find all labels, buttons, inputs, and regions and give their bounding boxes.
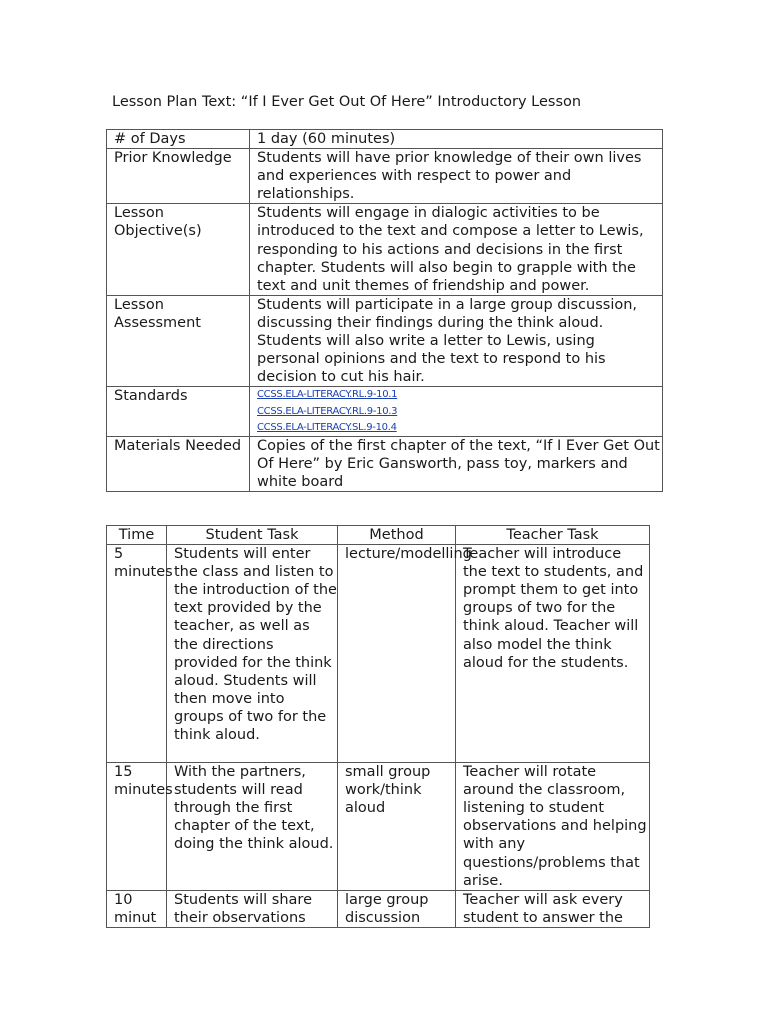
teacher-task-header: Teacher Task	[456, 526, 650, 545]
days-value: 1 day (60 minutes)	[250, 130, 663, 149]
standard-link-rl-1[interactable]: CCSS.ELA-LITERACY.RL.9-10.1	[257, 389, 398, 401]
method-header: Method	[338, 526, 456, 545]
student-task-cell: With the partners, students will read through the first chapter of the text, doing the think aloud.	[167, 763, 338, 891]
method-cell: small group work/think aloud	[338, 763, 456, 891]
time-header: Time	[107, 526, 167, 545]
materials-label: Materials Needed	[107, 437, 250, 492]
table-row	[107, 763, 650, 891]
prior-knowledge-label: Prior Knowledge	[107, 149, 250, 204]
page-title: Lesson Plan Text: “If I Ever Get Out Of Here” Introductory Lesson	[112, 94, 582, 110]
time-cell: 15 minutes	[107, 763, 167, 891]
standards-label: Standards	[107, 387, 250, 437]
teacher-task-cell: Teacher will ask every student to answer the	[456, 890, 650, 927]
table-row	[107, 545, 650, 763]
objective-value: Students will engage in dialogic activities to be introduced to the text and compose a letter to Lewis, responding to his actions and decisions in the first chapter. Students will also begin to grapple with the text and unit themes of friendship and power.	[250, 204, 663, 295]
prior-knowledge-row	[107, 149, 663, 204]
materials-row	[107, 437, 663, 492]
time-cell: 5 minutes	[107, 545, 167, 763]
objective-row	[107, 204, 663, 295]
method-cell: large group discussion	[338, 890, 456, 927]
standards-links	[250, 387, 663, 437]
task-header-row	[107, 526, 650, 545]
assessment-row	[107, 295, 663, 386]
objective-label: Lesson Objective(s)	[107, 204, 250, 295]
assessment-value: Students will participate in a large group discussion, discussing their findings during the think aloud. Students will also write a letter to Lewis, using personal opinions and the text to respond to his decision to cut his hair.	[250, 295, 663, 386]
standards-row	[107, 387, 663, 437]
method-cell: lecture/modelling	[338, 545, 456, 763]
student-task-cell: Students will enter the class and listen to the introduction of the text provided by the teacher, as well as the directions provided for the think aloud. Students will then move into groups of two for the think aloud.	[167, 545, 338, 763]
lesson-task-table	[106, 525, 650, 928]
time-cell: 10 minut	[107, 890, 167, 927]
standard-link-rl-3[interactable]: CCSS.ELA-LITERACY.RL.9-10.3	[257, 405, 398, 417]
days-label: # of Days	[107, 130, 250, 149]
student-task-header: Student Task	[167, 526, 338, 545]
teacher-task-cell: Teacher will introduce the text to students, and prompt them to get into groups of two for the think aloud. Teacher will also model the think aloud for the students.	[456, 545, 650, 763]
standard-link-sl-4[interactable]: CCSS.ELA-LITERACY.SL.9-10.4	[257, 421, 397, 433]
student-task-cell: Students will share their observations	[167, 890, 338, 927]
assessment-label: Lesson Assessment	[107, 295, 250, 386]
days-row	[107, 130, 663, 149]
table-row	[107, 890, 650, 927]
lesson-info-table	[106, 129, 663, 492]
materials-value: Copies of the first chapter of the text, “If I Ever Get Out Of Here” by Eric Gansworth, pass toy, markers and white board	[250, 437, 663, 492]
prior-knowledge-value: Students will have prior knowledge of their own lives and experiences with respect to power and relationships.	[250, 149, 663, 204]
teacher-task-cell: Teacher will rotate around the classroom, listening to student observations and helping with any questions/problems that arise.	[456, 763, 650, 891]
